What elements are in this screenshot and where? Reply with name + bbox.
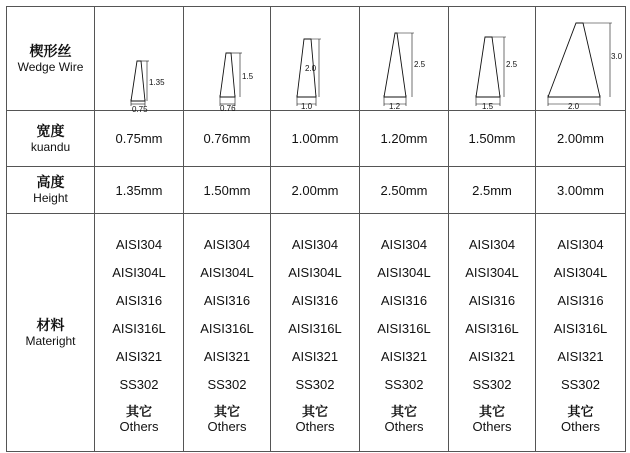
material-item: SS302 — [472, 376, 512, 392]
material-list-cell — [449, 214, 536, 452]
wedge-wire-header-en: Wedge Wire — [17, 59, 84, 74]
wedge-profile-diagram — [99, 11, 179, 114]
others-label-en: Others — [119, 418, 159, 434]
others-label — [119, 404, 158, 434]
material-item: AISI304L — [288, 264, 342, 280]
width-value: 1.50mm — [449, 111, 536, 167]
material-item: AISI321 — [203, 348, 251, 364]
material-item: AISI316L — [377, 320, 431, 336]
diagram-row — [7, 7, 626, 111]
height-header-cn: 高度 — [36, 174, 65, 190]
height-value: 2.50mm — [360, 167, 449, 214]
others-label-en: Others — [472, 418, 512, 434]
others-label-cn: 其它 — [301, 403, 328, 419]
others-label-en: Others — [295, 418, 335, 434]
wedge-wire-header-cn: 楔形丝 — [29, 42, 72, 59]
material-item: SS302 — [295, 376, 335, 392]
width-dimension-label: 0.76 — [220, 103, 236, 113]
wedge-profile-shape — [220, 53, 235, 97]
material-row — [7, 214, 626, 452]
material-item: AISI304L — [377, 264, 431, 280]
others-label-en: Others — [207, 418, 247, 434]
height-dimension-label: 3.0 — [610, 51, 622, 61]
wedge-profile-diagram — [275, 11, 355, 111]
material-item: AISI321 — [557, 348, 604, 364]
material-item: AISI316L — [553, 320, 608, 336]
wire-diagram-cell — [360, 7, 449, 111]
width-header-en: kuandu — [30, 139, 71, 154]
others-label-cn: 其它 — [213, 403, 240, 419]
wedge-profile-shape — [131, 61, 145, 101]
material-item: AISI316L — [465, 320, 519, 336]
others-label-cn: 其它 — [478, 403, 505, 419]
width-dimension-label: 1.0 — [301, 101, 313, 111]
height-value: 1.35mm — [95, 167, 184, 214]
material-item: AISI316 — [203, 292, 251, 308]
width-value: 0.76mm — [184, 111, 271, 167]
material-item: AISI316 — [557, 292, 604, 308]
material-item: AISI321 — [380, 348, 428, 364]
material-item: AISI304 — [115, 236, 163, 252]
material-item: AISI304L — [465, 264, 519, 280]
wedge-profile-diagram — [452, 11, 532, 111]
height-value: 3.00mm — [536, 167, 626, 214]
wedge-profile-diagram — [364, 11, 444, 111]
material-item: AISI316 — [380, 292, 428, 308]
material-item: SS302 — [207, 376, 247, 392]
height-value: 1.50mm — [184, 167, 271, 214]
material-item: AISI316 — [468, 292, 516, 308]
height-dimension-label: 1.5 — [242, 71, 254, 81]
material-item: AISI304 — [203, 236, 251, 252]
wedge-profile-diagram — [187, 11, 267, 113]
others-label-cn: 其它 — [125, 403, 152, 419]
wedge-profile-shape — [476, 37, 500, 97]
material-list-cell — [536, 214, 626, 452]
material-list — [95, 232, 183, 434]
material-list-cell — [360, 214, 449, 452]
others-label-en: Others — [560, 418, 600, 434]
material-item: AISI304L — [553, 264, 608, 280]
width-row — [7, 111, 626, 167]
material-item: AISI321 — [468, 348, 516, 364]
material-list — [271, 232, 359, 434]
height-header-en: Height — [33, 191, 68, 205]
material-item: SS302 — [119, 376, 159, 392]
wire-diagram-cell — [449, 7, 536, 111]
material-list-cell — [271, 214, 360, 452]
height-row — [7, 167, 626, 214]
material-list-cell — [95, 214, 184, 452]
wedge-profile-shape — [548, 23, 600, 97]
width-header-cell — [7, 111, 95, 167]
material-item: AISI304L — [112, 264, 166, 280]
width-dimension-label: 0.75 — [132, 104, 148, 114]
material-header-cn: 材料 — [36, 316, 65, 333]
material-item: SS302 — [384, 376, 424, 392]
wire-diagram-cell — [271, 7, 360, 111]
height-dimension-label: 2.5 — [506, 59, 518, 69]
width-value: 1.20mm — [360, 111, 449, 167]
material-item: AISI304 — [380, 236, 428, 252]
width-dimension-label: 2.0 — [567, 101, 579, 111]
others-label-cn: 其它 — [567, 403, 594, 419]
width-dimension-label: 1.2 — [389, 101, 401, 111]
wedge-wire-spec-table — [6, 6, 626, 452]
material-item: AISI304L — [200, 264, 254, 280]
material-item: SS302 — [560, 376, 601, 392]
material-list — [536, 232, 625, 434]
width-value: 2.00mm — [536, 111, 626, 167]
height-header-cell — [7, 167, 95, 214]
material-list — [449, 232, 535, 434]
wire-diagram-cell — [536, 7, 626, 111]
height-dimension-label: 2.0 — [305, 63, 317, 73]
material-item: AISI321 — [115, 348, 163, 364]
height-dimension-label: 2.5 — [414, 59, 426, 69]
others-label — [472, 404, 511, 434]
material-item: AISI316L — [200, 320, 254, 336]
material-item: AISI316 — [115, 292, 163, 308]
material-item: AISI321 — [291, 348, 339, 364]
height-value: 2.00mm — [271, 167, 360, 214]
material-list — [184, 232, 270, 434]
height-value: 2.5mm — [449, 167, 536, 214]
others-label — [207, 404, 246, 434]
material-item: AISI304 — [468, 236, 516, 252]
material-item: AISI316L — [288, 320, 342, 336]
material-list-cell — [184, 214, 271, 452]
wedge-profile-shape — [384, 33, 406, 97]
height-dimension-label: 1.35 — [149, 77, 165, 87]
width-value: 0.75mm — [95, 111, 184, 167]
others-label — [295, 404, 334, 434]
material-header-cell — [7, 214, 95, 452]
others-label-cn: 其它 — [390, 403, 417, 419]
width-dimension-label: 1.5 — [482, 101, 494, 111]
material-list — [360, 232, 448, 434]
material-item: AISI316 — [291, 292, 339, 308]
material-header-en: Materight — [25, 333, 76, 348]
others-label — [384, 404, 423, 434]
wire-diagram-cell — [95, 7, 184, 114]
material-item: AISI304 — [291, 236, 339, 252]
others-label — [561, 404, 600, 434]
wedge-profile-diagram — [538, 11, 624, 111]
others-label-en: Others — [384, 418, 424, 434]
width-header-cn: 宽度 — [36, 122, 65, 139]
width-value: 1.00mm — [271, 111, 360, 167]
wedge-wire-header-cell — [7, 7, 95, 111]
material-item: AISI316L — [112, 320, 166, 336]
wire-diagram-cell — [184, 7, 271, 111]
material-item: AISI304 — [557, 236, 604, 252]
